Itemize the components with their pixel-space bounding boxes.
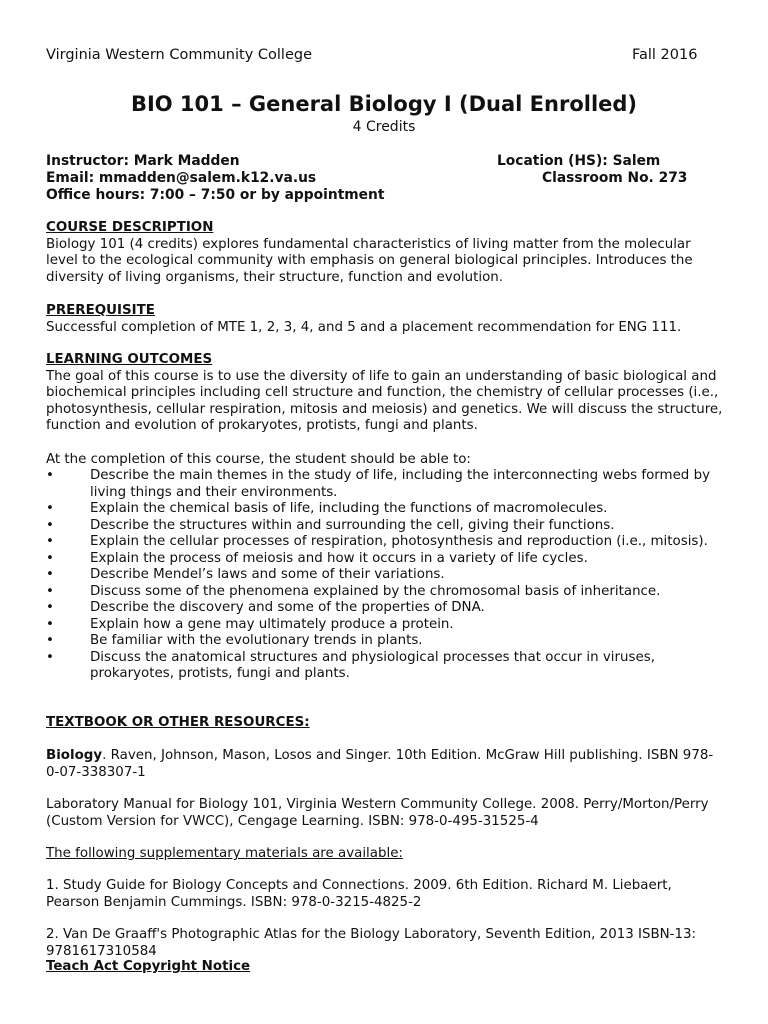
list-item: • Explain how a gene may ultimately produce a protein. [46,616,454,632]
list-item: • Describe the structures within and surrounding the cell, giving their functions. [46,517,615,533]
outcomes-intro: At the completion of this course, the student should be able to: [46,452,471,467]
list-item: • Describe Mendel’s laws and some of their variations. [46,567,445,582]
course-description-heading: COURSE DESCRIPTION [46,220,214,235]
list-item: • Describe the main themes in the study of life, including the interconnecting webs formed by living things and their environments. [46,468,710,500]
lab-manual-citation: Laboratory Manual for Biology 101, Virginia Western Community College. 2008. Perry/Morton/Perry (Custom Version for VWCC), Cengage Learning. ISBN: 978-0-495-31525-4 [46,797,709,829]
outcomes-list [46,468,726,683]
list-item: • Explain the cellular processes of respiration, photosynthesis and reproduction (i.e., mitosis). [46,534,708,549]
prerequisite-text: Successful completion of MTE 1, 2, 3, 4, and 5 and a placement recommendation for ENG 111. [46,319,682,335]
list-item: • Discuss the anatomical structures and physiological processes that occur in viruses, prokaryotes, protists, fungi and plants. [46,649,655,681]
course-description-section [46,220,726,286]
resources-heading: TEXTBOOK OR OTHER RESOURCES: [46,715,310,730]
term-label: Fall 2016 [632,47,698,63]
learning-outcomes-section [46,352,726,435]
institution-name: Virginia Western Community College [46,47,312,63]
course-description-text: Biology 101 (4 credits) explores fundamental characteristics of living matter from the molecular level to the ecological community with emphasis on general biological principles. Introduces the diversity of living organisms, their structure, function and evolution. [46,236,693,285]
copyright-notice-heading: Teach Act Copyright Notice [46,959,251,974]
bullet-icon: • [46,600,54,615]
bullet-icon: • [46,534,54,549]
list-item: • Explain the chemical basis of life, including the functions of macromolecules. [46,501,608,516]
contact-left [46,153,384,204]
course-title: BIO 101 – General Biology I (Dual Enrolled) [130,92,638,116]
list-item: • Describe the discovery and some of the properties of DNA. [46,600,485,615]
location-line: Location (HS): Salem [497,153,661,169]
prerequisite-heading: PREREQUISITE [46,303,155,318]
textbook-citation [46,748,726,781]
instructor-line: Instructor: Mark Madden [46,153,240,169]
bullet-icon: • [46,468,54,483]
list-item: • Discuss some of the phenomena explained by the chromosomal basis of inheritance. [46,583,661,599]
classroom-line: Classroom No. 273 [542,170,688,186]
learning-outcomes-goal: The goal of this course is to use the diversity of life to gain an understanding of basic biological and biochemical principles including cell structure and function, the chemistry of cellular processes (i.e., photosynthesis, cellular respiration, mitosis and meiosis) and genetics. We will discuss the structure, function and evolution of prokaryotes, protists, fungi and plants. [46,368,723,433]
textbook-details: . Raven, Johnson, Mason, Losos and Singer. 10th Edition. McGraw Hill publishing. ISBN 978-0-07-338307-1 [46,748,714,780]
bullet-icon: • [46,550,54,566]
list-item: • Be familiar with the evolutionary trends in plants. [46,633,423,648]
bullet-icon: • [46,501,54,516]
supplementary-item: 2. Van De Graaff's Photographic Atlas for the Biology Laboratory, Seventh Edition, 2013 ISBN-13: 9781617310584 [46,927,697,959]
email-line: Email: mmadden@salem.k12.va.us [46,170,317,186]
bullet-icon: • [46,567,54,582]
bullet-icon: • [46,583,54,599]
course-credits: 4 Credits [352,119,416,135]
supplementary-heading: The following supplementary materials are available: [46,846,403,861]
office-hours-line: Office hours: 7:00 – 7:50 or by appointment [46,187,385,203]
list-item: • Explain the process of meiosis and how it occurs in a variety of life cycles. [46,550,588,566]
bullet-icon: • [46,649,54,665]
bullet-icon: • [46,633,54,648]
prerequisite-section [46,303,726,336]
textbook-title: Biology [46,748,103,763]
bullet-icon: • [46,517,54,533]
learning-outcomes-heading: LEARNING OUTCOMES [46,352,213,367]
supplementary-item: 1. Study Guide for Biology Concepts and Connections. 2009. 6th Edition. Richard M. Liebaert, Pearson Benjamin Cummings. ISBN: 978-0-3215-4825-2 [46,878,672,910]
bullet-icon: • [46,616,54,632]
